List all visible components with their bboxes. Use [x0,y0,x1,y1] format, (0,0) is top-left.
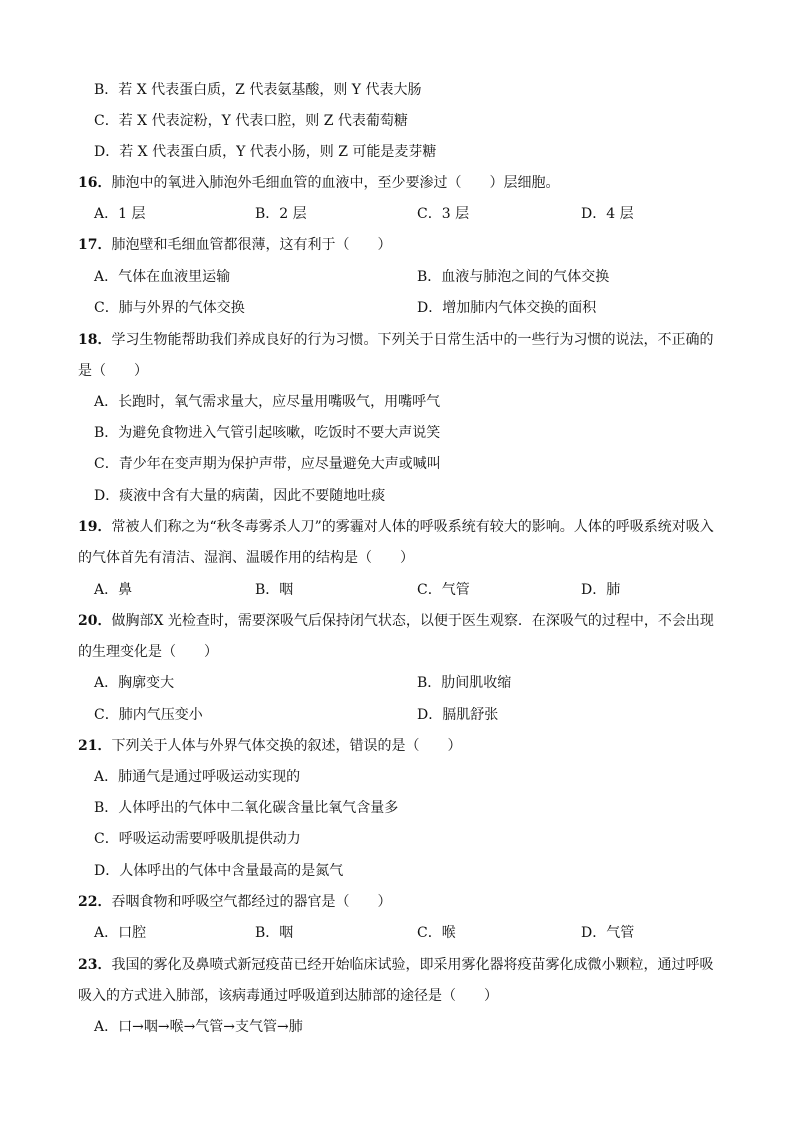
q17-stem [78,235,391,255]
q16-option-c: C．3 层 [417,206,470,222]
q17-option-c: C．肺与外界的气体交换 [94,300,245,316]
q22-option-c: C．喉 [417,925,456,941]
q15-option-d: D．若 X 代表蛋白质，Y 代表小肠，则 Z 可能是麦芽糖 [94,144,437,160]
q18-option-d: D．痰液中含有大量的病菌，因此不要随地吐痰 [94,488,386,504]
q20-stem [78,611,714,631]
q20-option-d: D．膈肌舒张 [417,707,499,723]
q20-option-b: B．肋间肌收缩 [417,675,512,691]
q23-stem [78,955,713,975]
q20-text-line1: 做胸部X 光检查时，需要深吸气后保持闭气状态，以便于医生观察．在深吸气的过程中，不会出现 [111,613,714,629]
q23-number: 23． [78,957,112,973]
q21-option-c: C．呼吸运动需要呼吸肌提供动力 [94,831,301,847]
q20-number: 20． [78,613,112,629]
q21-text: 下列关于人体与外界气体交换的叙述，错误的是（ ） [111,738,462,754]
q21-number: 21． [78,738,112,754]
q22-stem [78,892,391,912]
q19-text-line2: 的气体首先有清洁、湿润、温暖作用的结构是（ ） [78,550,414,566]
q16-option-a: A．1 层 [94,206,146,222]
q18-text-line1: 学习生物能帮助我们养成良好的行为习惯。下列关于日常生活中的一些行为习惯的说法，不正确的 [111,332,714,348]
q16-text: 肺泡中的氧进入肺泡外毛细血管的血液中，至少要渗过（ ）层细胞。 [111,175,560,191]
q18-option-b: B．为避免食物进入气管引起咳嗽，吃饭时不要大声说笑 [94,425,441,441]
q20-option-c: C．肺内气压变小 [94,707,203,723]
q23-text-line2: 吸入的方式进入肺部，该病毒通过呼吸道到达肺部的途径是（ ） [78,988,498,1004]
q22-option-d: D．气管 [581,925,635,941]
q20-option-a: A．胸廓变大 [94,675,175,691]
q19-option-a: A．鼻 [94,582,133,598]
q16-option-d: D．4 层 [581,206,634,222]
q18-stem [78,330,713,350]
q22-option-b: B．咽 [255,925,294,941]
q21-option-b: B．人体呼出的气体中二氧化碳含量比氧气含量多 [94,800,399,816]
q18-option-c: C．青少年在变声期为保护声带，应尽量避免大声或喊叫 [94,456,441,472]
q17-option-d: D．增加肺内气体交换的面积 [417,300,597,316]
q19-option-b: B．咽 [255,582,294,598]
q22-number: 22． [78,894,112,910]
q16-number: 16． [78,175,112,191]
q23-text-line1: 我国的雾化及鼻喷式新冠疫苗已经开始临床试验，即采用雾化器将疫苗雾化成微小颗粒，通过呼吸 [111,957,714,973]
q20-text-line2: 的生理变化是（ ） [78,644,218,660]
q21-option-d: D．人体呼出的气体中含量最高的是氮气 [94,863,344,879]
q19-stem [78,517,714,537]
q19-option-c: C．气管 [417,582,470,598]
q22-text: 吞咽食物和呼吸空气都经过的器官是（ ） [111,894,392,910]
q17-text: 肺泡壁和毛细血管都很薄，这有利于（ ） [111,237,392,253]
q16-stem [78,173,559,193]
q15-option-c: C．若 X 代表淀粉，Y 代表口腔，则 Z 代表葡萄糖 [94,113,408,129]
q22-option-a: A．口腔 [94,925,147,941]
q17-number: 17． [78,237,112,253]
q23-option-a: A．口→咽→喉→气管→支气管→肺 [94,1019,303,1035]
q18-text-line2: 是（ ） [78,363,148,379]
q18-option-a: A．长跑时，氧气需求量大，应尽量用嘴吸气，用嘴呼气 [94,394,441,410]
q17-option-a: A．气体在血液里运输 [94,269,231,285]
q19-text-line1: 常被人们称之为“秋冬毒雾杀人刀”的雾霾对人体的呼吸系统有较大的影响。人体的呼吸系统对吸入 [111,519,714,535]
q15-option-b: B．若 X 代表蛋白质，Z 代表氨基酸，则 Y 代表大肠 [94,82,422,98]
q18-number: 18． [78,332,112,348]
q21-option-a: A．肺通气是通过呼吸运动实现的 [94,769,301,785]
q17-option-b: B．血液与肺泡之间的气体交换 [417,269,610,285]
q19-option-d: D．肺 [581,582,621,598]
q19-number: 19． [78,519,112,535]
q21-stem [78,736,461,756]
q16-option-b: B．2 层 [255,206,307,222]
